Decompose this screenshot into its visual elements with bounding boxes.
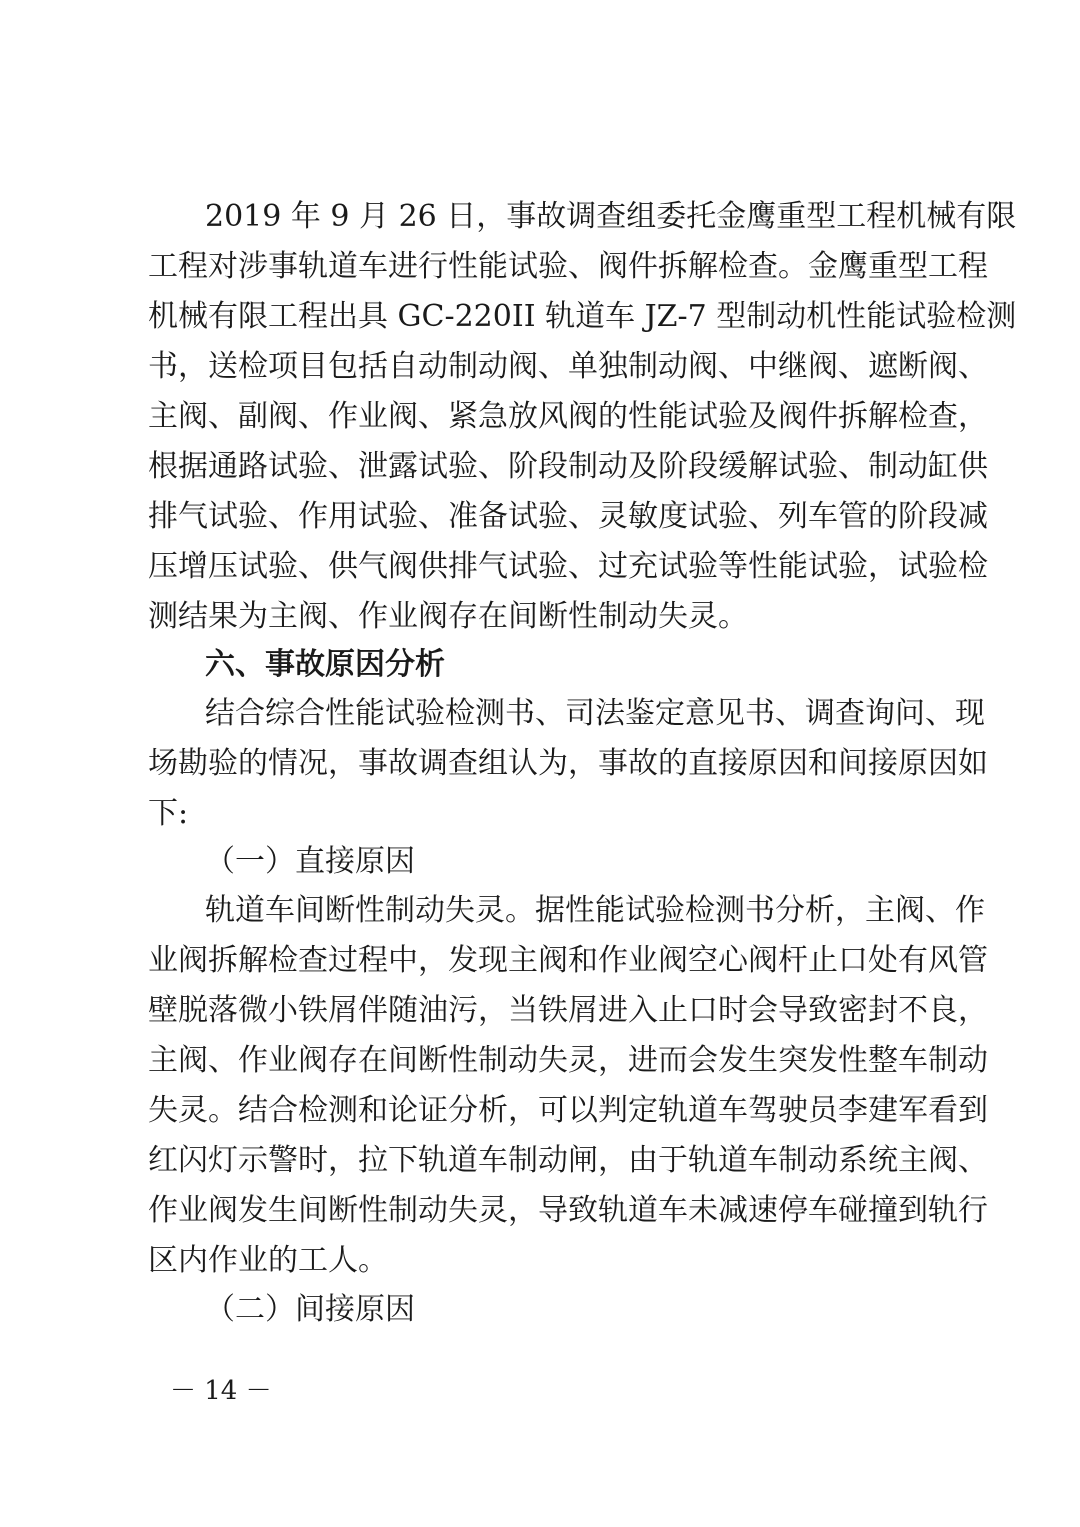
paragraph-3-line-2: 业阀拆解检查过程中，发现主阀和作业阀空心阀杆止口处有风管: [148, 943, 988, 978]
paragraph-3-line-1: 轨道车间断性制动失灵。据性能试验检测书分析，主阀、作: [205, 893, 985, 928]
paragraph-2-line-1: 结合综合性能试验检测书、司法鉴定意见书、调查询问、现: [205, 696, 985, 731]
paragraph-1-line-5: 主阀、副阀、作业阀、紧急放风阀的性能试验及阀件拆解检查，: [148, 399, 988, 434]
paragraph-2-line-3: 下:: [148, 796, 189, 831]
paragraph-3-line-7: 作业阀发生间断性制动失灵，导致轨道车未减速停车碰撞到轨行: [148, 1193, 988, 1228]
paragraph-3-line-3: 壁脱落微小铁屑伴随油污，当铁屑进入止口时会导致密封不良，: [148, 993, 988, 1028]
paragraph-1-line-9: 测结果为主阀、作业阀存在间断性制动失灵。: [148, 599, 748, 634]
section-heading: 六、事故原因分析: [205, 647, 445, 682]
subheading-indirect-cause: （二）间接原因: [205, 1292, 415, 1327]
paragraph-3-line-8: 区内作业的工人。: [148, 1243, 388, 1278]
paragraph-1-line-4: 书，送检项目包括自动制动阀、单独制动阀、中继阀、遮断阀、: [148, 349, 988, 384]
paragraph-1-line-2: 工程对涉事轨道车进行性能试验、阀件拆解检查。金鹰重型工程: [148, 249, 988, 284]
paragraph-3-line-5: 失灵。结合检测和论证分析，可以判定轨道车驾驶员李建军看到: [148, 1093, 988, 1128]
paragraph-3-line-6: 红闪灯示警时，拉下轨道车制动闸，由于轨道车制动系统主阀、: [148, 1143, 988, 1178]
paragraph-3-line-4: 主阀、作业阀存在间断性制动失灵，进而会发生突发性整车制动: [148, 1043, 988, 1078]
paragraph-2-line-2: 场勘验的情况，事故调查组认为，事故的直接原因和间接原因如: [148, 746, 988, 781]
paragraph-1-line-3: 机械有限工程出具 GC-220II 轨道车 JZ-7 型制动机性能试验检测: [148, 299, 1017, 334]
paragraph-1-line-7: 排气试验、作用试验、准备试验、灵敏度试验、列车管的阶段减: [148, 499, 988, 534]
subheading-direct-cause: （一）直接原因: [205, 844, 415, 879]
page-number: － 14 －: [170, 1376, 272, 1406]
paragraph-1-line-6: 根据通路试验、泄露试验、阶段制动及阶段缓解试验、制动缸供: [148, 449, 988, 484]
paragraph-1-line-1: 2019 年 9 月 26 日，事故调查组委托金鹰重型工程机械有限: [205, 199, 1017, 234]
paragraph-1-line-8: 压增压试验、供气阀供排气试验、过充试验等性能试验，试验检: [148, 549, 988, 584]
